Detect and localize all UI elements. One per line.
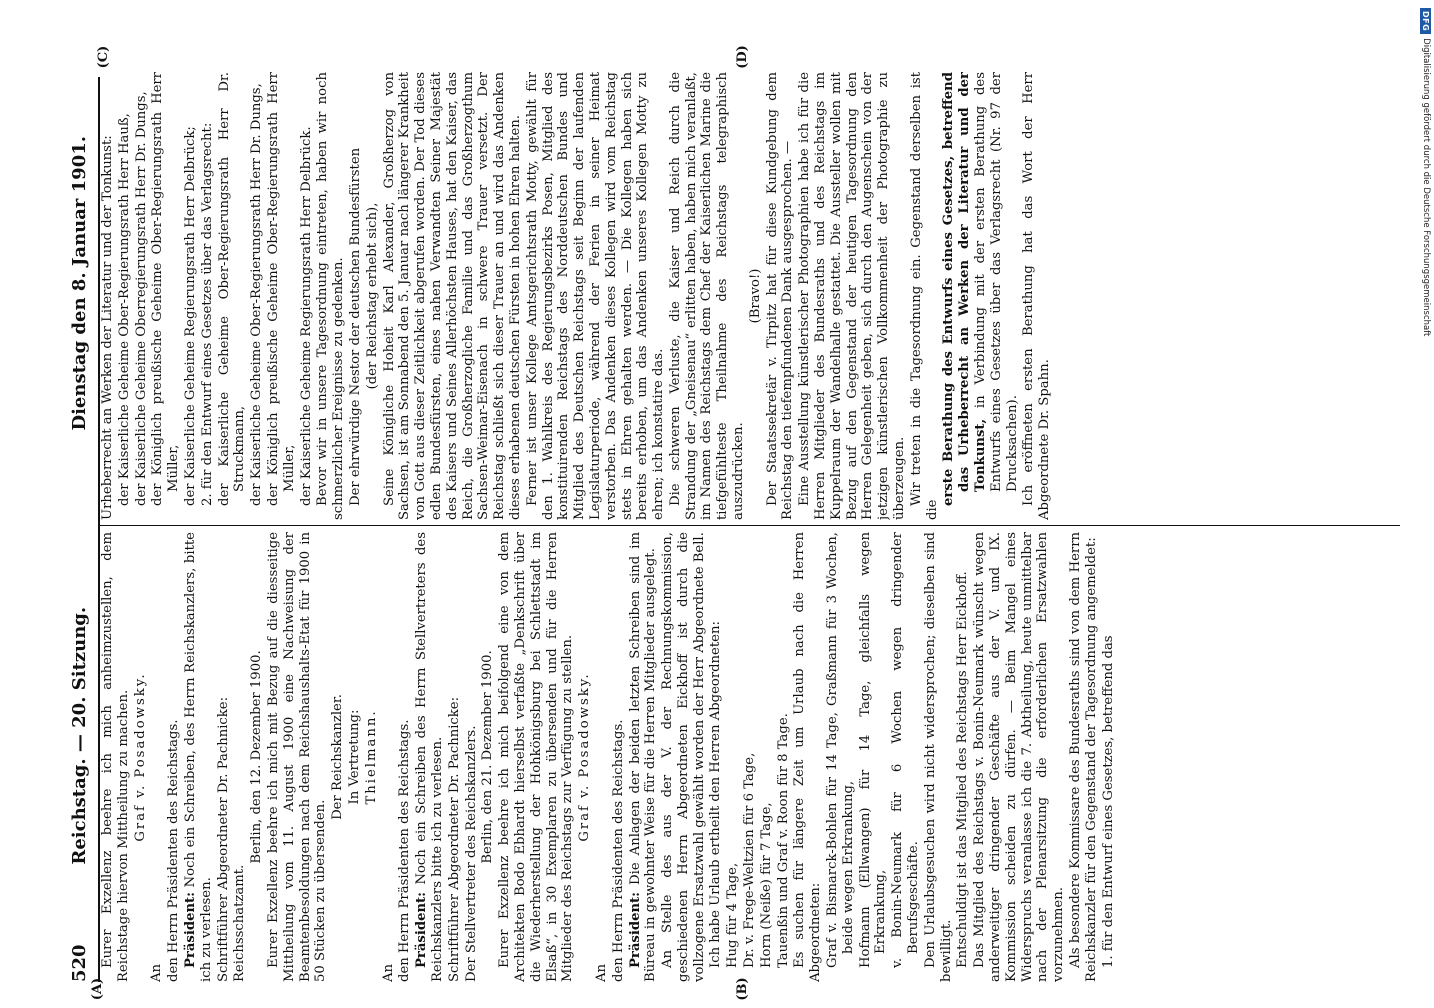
left-paragraph: [149, 532, 165, 982]
right-paragraph: [299, 72, 315, 520]
left-paragraph-text: 1. für den Entwurf eines Gesetzes, betreffend das: [1100, 635, 1116, 968]
right-paragraph-text: Der Staatssekretär v. Tirpitz hat für diese Kundgebung dem Reichstag den tiefempfundenen Dank ausgesprochen. —: [764, 72, 796, 520]
left-paragraph: [577, 532, 593, 982]
page-header: [60, 77, 100, 982]
left-paragraph: [232, 532, 248, 982]
left-paragraph-text: Es suchen für längere Zeit um Urlaub nach die Herren Abgeordneten:: [792, 532, 824, 982]
credit-line: [1418, 0, 1434, 1008]
margin-label-a: (A): [90, 977, 105, 1001]
left-paragraph: [266, 532, 329, 982]
right-paragraph-text: Seine Königliche Hoheit Karl Alexander, Großherzog von Sachsen, ist am Sonnabend den 5. Januar nach längerer Krankheit von Gott aus dieser Zeitlichkeit abgerufen worden. Der Tod dieses edlen Bundesfürsten, eines nahen Verwandten Seiner Majestät des Kaisers und Seines Allerhöchsten Hauses, hat den Kaiser, das Reich, die Großherzogliche Familie und das Großherzogthum Sachsen-Weimar-Eisenach in schwere Trauer versetzt. Der Reichstag schließt sich dieser Trauer an und wird das Andenken dieses erhabenen deutschen Fürsten in hohen Ehren halten.: [381, 72, 523, 520]
left-paragraph: [825, 532, 857, 982]
right-paragraph: [117, 72, 133, 520]
left-paragraph: [100, 532, 132, 982]
left-paragraph: [347, 532, 363, 982]
margin-label-d: (D): [735, 45, 750, 69]
right-paragraph-text: Wir treten in die Tagesordnung ein. Gegenstand derselben ist die: [908, 72, 940, 520]
header-right-title: Dienstag den 8. Januar 1901.: [68, 135, 90, 431]
left-paragraph: [364, 532, 380, 982]
left-paragraph-text: An Stelle des aus der V. der Rechnungskommission, geschiedenen Herrn Abgeordneten Eickhoff ist durch die vollzogene Ersatzwahl gewählt worden der Herr Abgeordnete Bell.: [660, 532, 707, 982]
left-paragraph: [792, 532, 824, 982]
left-text-column: [100, 532, 1410, 982]
left-paragraph-text: Noch ein Schreiben des Herrn Stellvertreters des Reichskanzlers bitte ich zu verlesen.: [414, 532, 445, 982]
right-paragraph-text: der Königlich preußische Geheime Ober-Regierungsrath Herr Müller,: [265, 72, 297, 506]
left-paragraph-text: Die Anlagen der beiden letzten Schreiben sind im Büreau in gewohnter Weise für die Herren Mitglieder ausgelegt.: [627, 532, 659, 982]
left-paragraph-text: den Herrn Präsidenten des Reichstags.: [397, 719, 413, 982]
right-paragraph-text: der Kaiserliche Geheime Ober-Regierungsrath Herr Dr. Dungs,: [249, 83, 265, 506]
right-paragraph-text: der Königlich preußische Geheime Ober-Regierungsrath Herr Müller,: [150, 72, 182, 506]
dfg-logo: DFG: [1421, 8, 1432, 34]
right-paragraph: [315, 72, 347, 520]
left-paragraph: [381, 532, 397, 982]
left-paragraph-text: Hug für 4 Tage,: [725, 862, 741, 968]
left-paragraph-text: Ich habe Urlaub ertheilt den Herren Abgeordneten:: [708, 621, 724, 968]
left-paragraph-text: Schriftführer Abgeordneter Dr. Pachnicke:: [215, 696, 231, 982]
left-bold-lead: Präsident:: [414, 891, 430, 968]
right-paragraph: [183, 72, 199, 520]
left-paragraph-text: den Herrn Präsidenten des Reichstags.: [166, 719, 182, 982]
left-paragraph: [497, 532, 576, 982]
left-paragraph: [890, 532, 922, 982]
right-paragraph-text: Eine Ausstellung künstlerischer Photographien habe ich für die Herren Mitglieder des Bundesraths und des Reichstags im Kuppelraum der Wandelhalle gestattet. Die Aussteller wollen mit Bezug auf den Gegenstand der heutigen Tagesordnung den Herren Gelegenheit geben, sich durch den Augenschein von der jetzigen künstlerischen Vollkommenheit der Photographie zu überzeugen.: [797, 72, 908, 520]
right-bold-lead: erste Berathung des Entwurfs eines Gesetzes, betreffend das Urheberrecht an Werken der Literatur und der Tonkunst,: [941, 72, 989, 506]
left-paragraph: [480, 532, 496, 982]
left-paragraph: [611, 532, 627, 982]
right-paragraph-text: Ich eröffneten ersten Berathung hat das Wort der Herr Abgeordnete Dr. Spahn.: [1021, 72, 1053, 520]
left-paragraph: [628, 532, 660, 982]
right-paragraph: [249, 72, 265, 520]
right-paragraph: [217, 72, 249, 520]
left-paragraph-text: Eurer Exzellenz beehre ich mich beifolgend eine von dem Architekten Bodo Ebhardt hierselbst verfaßte „Denkschrift über die Wiederherstellung der Hohkönigsburg bei Schlettstadt im Elsaß“, in 30 Exemplaren zu übersenden und für die Herren Mitglieder des Reichstags zur Verfügung zu stellen.: [497, 532, 576, 982]
left-paragraph: [955, 532, 971, 982]
left-paragraph-text: Hofmann (Ellwangen) für 14 Tage, gleichfalls wegen Erkrankung,: [857, 532, 889, 968]
left-paragraph: [330, 532, 346, 982]
left-paragraph: [447, 532, 463, 982]
right-paragraph: [200, 72, 216, 520]
left-paragraph: [923, 532, 955, 982]
credit-strip: [1418, 0, 1434, 1000]
left-paragraph: [1101, 532, 1117, 982]
left-paragraph-text: In Vertretung:: [346, 709, 362, 805]
left-paragraph-text: Graf v. Bismarck-Bohlen für 14 Tage, Graßmann für 3 Wochen, beide wegen Erkrankung,: [825, 532, 856, 968]
right-paragraph: [909, 72, 941, 520]
right-paragraph: [748, 72, 764, 520]
left-paragraph-text: An: [149, 963, 165, 982]
page-number: 520: [68, 944, 90, 982]
left-bold-lead: Präsident:: [182, 891, 198, 968]
right-paragraph: [266, 72, 298, 520]
left-paragraph-text: An: [593, 963, 609, 982]
left-paragraph: [759, 532, 775, 982]
left-paragraph: [183, 532, 215, 982]
left-paragraph: [708, 532, 724, 982]
left-paragraph: [397, 532, 413, 982]
left-paragraph: [133, 532, 149, 982]
right-paragraph-text: der Kaiserliche Geheime Regierungsrath Herr Delbrück;: [182, 126, 198, 506]
right-paragraph-text: Der ehrwürdige Nestor der deutschen Bundesfürsten: [347, 147, 363, 506]
left-paragraph: [249, 532, 265, 982]
right-paragraph: [100, 72, 116, 520]
left-paragraph: [1068, 532, 1100, 982]
left-paragraph: [216, 532, 232, 982]
left-paragraph-text: Als besondere Kommissare des Bundesraths sind von dem Herrn Reichskanzler für den Gegenstand der Tagesordnung angemeldet:: [1068, 532, 1099, 982]
right-paragraph-text: Urheberrecht an Werken der Literatur und der Tonkunst:: [100, 135, 115, 520]
left-paragraph-text: Das Mitglied des Reichstags v. Bonin-Neumark wünscht wegen anderweitiger dringender Geschäfte aus der V. und IX. Kommission scheiden zu dürfen. — Beim Mangel eines Widerspruchs veranlasse ich die 7. Abtheilung, heute unmittelbar nach der Plenarsitzung die erforderlichen Ersatzwahlen vorzunehmen.: [972, 532, 1067, 982]
left-paragraph: [742, 532, 758, 982]
right-paragraph: [1021, 72, 1053, 520]
left-paragraph-text: An: [380, 963, 396, 982]
left-paragraph-text: Schriftführer Abgeordneter Dr. Pachnicke:: [446, 696, 462, 982]
left-bold-lead: Präsident:: [627, 891, 643, 968]
left-paragraph-text: den Herrn Präsidenten des Reichstags.: [610, 719, 626, 982]
left-paragraph-text: Graf v. Posadowsky.: [132, 672, 148, 842]
left-paragraph: [858, 532, 890, 982]
right-paragraph-text: der Kaiserliche Geheime Ober-Regierungsrath Herr Dr. Struckmann,: [216, 72, 248, 506]
right-paragraph-text: 2. für den Entwurf eines Gesetzes über das Verlagsrecht:: [199, 122, 215, 506]
credit-text: Digitalisierung gefördert durch die Deutsche Forschungsgemeinschaft: [1421, 38, 1431, 337]
left-paragraph-text: Berlin, den 21. Dezember 1900.: [480, 650, 496, 864]
margin-label-b: (B): [735, 977, 750, 1001]
left-paragraph-text: Noch ein Schreiben, des Herrn Reichskanzlers, bitte ich zu verlesen.: [182, 532, 214, 982]
column-divider: [100, 525, 1400, 526]
left-paragraph: [776, 532, 792, 982]
right-paragraph: [797, 72, 908, 520]
right-paragraph: [668, 72, 747, 520]
right-paragraph: [382, 72, 524, 520]
right-paragraph-text: der Kaiserliche Geheime Ober-Regierungsrath Herr Hauß,: [116, 113, 132, 506]
left-paragraph: [414, 532, 446, 982]
right-paragraph-text: Bevor wir in unsere Tagesordnung eintreten, haben wir noch schmerzlicher Ereignisse zu gedenken.: [315, 72, 347, 520]
left-paragraph: [660, 532, 707, 982]
right-paragraph: [348, 72, 364, 520]
right-paragraph: [525, 72, 667, 520]
left-paragraph-text: Eurer Exzellenz beehre ich mich anheimzustellen, dem Reichstage hiervon Mittheilung zu machen.: [100, 532, 131, 982]
right-paragraph-text: in Verbindung mit der ersten Berathung des Entwurfs eines Gesetzes über das Verlagsrecht (Nr. 97 der Drucksachen).: [973, 72, 1020, 492]
right-paragraph: [134, 72, 150, 520]
right-paragraph: [941, 72, 1020, 520]
left-paragraph-text: Entschuldigt ist das Mitglied des Reichstags Herr Eickhoff.: [955, 571, 971, 968]
right-paragraph-text: Ferner ist unser Kollege Amtsgerichtsrath Motty, gewählt für den 1. Wahlkreis des Regierungsbezirks Posen, Mitglied des konstituirenden Reichstags des Norddeutschen Bundes und Mitglied des Deutschen Reichstags seit Beginn der laufenden Legislaturperiode, während der Ferien in seiner Heimat verstorben. Das Andenken dieses Kollegen wird vom Reichstag stets in Ehren gehalten werden. — Die Kollegen haben sich bereits erhoben, um das Andenken unseres Kollegen Motty zu ehren; ich konstatire das.: [524, 72, 667, 520]
right-paragraph: [365, 72, 381, 520]
right-text-column: [100, 72, 1410, 520]
left-paragraph-text: Den Urlaubsgesuchen wird nicht widersprochen; dieselben sind bewilligt.: [922, 532, 954, 982]
left-paragraph: [725, 532, 741, 982]
left-paragraph-text: v. Bonin-Neumark für 6 Wochen wegen dringender Berufsgeschäfte.: [890, 532, 922, 968]
left-paragraph-text: Tauenßin und Graf v. Roon für 8 Tage.: [775, 713, 791, 968]
left-paragraph-text: Dr. v. Frege-Weltzien für 6 Tage,: [742, 752, 758, 968]
left-paragraph-text: Eurer Exzellenz beehre ich mich mit Bezug auf die diesseitige Mittheilung vom 11. August 1900 eine Nachweisung der Beamtenbesoldungen nach dem Reichshaushalts-Etat für 1900 in 50 Stücken zu übersenden.: [265, 532, 329, 982]
left-paragraph: [972, 532, 1067, 982]
left-paragraph: [464, 532, 480, 982]
right-paragraph-text: der Kaiserliche Geheime Oberregierungsrath Herr Dr. Dungs,: [133, 91, 149, 506]
right-paragraph-text: der Kaiserliche Geheime Regierungsrath Herr Delbrück.: [298, 126, 314, 506]
right-paragraph-text: (der Reichstag erhebt sich),: [364, 202, 380, 390]
left-paragraph-text: Thielmann.: [363, 709, 379, 805]
left-paragraph: [594, 532, 610, 982]
margin-label-c: (C): [96, 45, 111, 69]
left-paragraph-text: Der Stellvertreter des Reichskanzlers.: [463, 725, 479, 982]
left-paragraph: [166, 532, 182, 982]
right-paragraph: [765, 72, 797, 520]
right-paragraph: [150, 72, 182, 520]
left-paragraph-text: Der Reichskanzler.: [330, 694, 346, 820]
left-paragraph-text: Berlin, den 12. Dezember 1900.: [249, 650, 265, 864]
left-paragraph-text: Horn (Neiße) für 7 Tage,: [758, 802, 774, 968]
left-paragraph-text: Graf v. Posadowsky.: [577, 672, 593, 842]
left-paragraph-text: Reichsschatzamt.: [232, 864, 248, 982]
right-paragraph-text: (Bravo!): [747, 268, 763, 324]
header-left-title: Reichstag. — 20. Sitzung.: [68, 606, 90, 865]
right-paragraph-text: Die schweren Verluste, die Kaiser und Reich durch die Strandung der „Gneisenau“ erlitten haben, haben mich veranlaßt, im Namen des Reichstags dem Chef der Kaiserlichen Marine die tiefgefühlteste Theilnahme des Reichstags telegraphisch auszudrücken.: [667, 72, 747, 520]
